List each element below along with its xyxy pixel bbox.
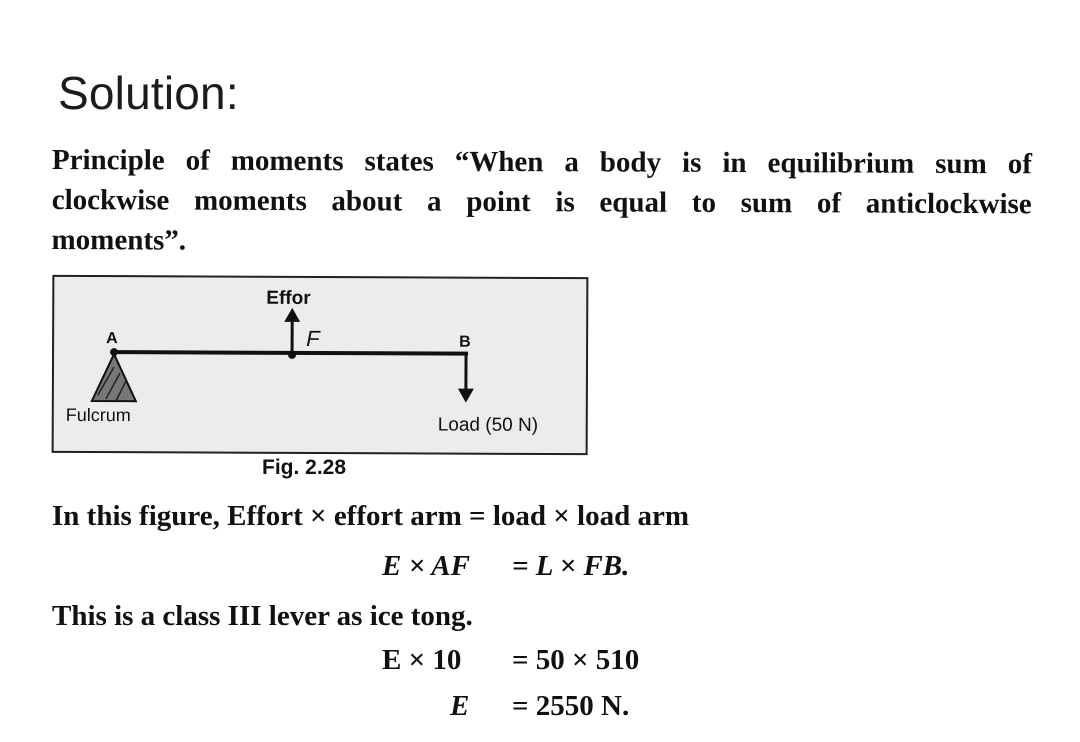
solution-heading: Solution:	[58, 67, 239, 119]
fulcrum-label: Fulcrum	[65, 404, 131, 426]
equation-2-lhs: E × 10	[382, 644, 462, 676]
point-b-label: B	[459, 333, 471, 351]
principle-line-2: clockwise moments about a point is equal to sum of anticlockwise	[51, 183, 1032, 221]
principle-line-1: Principle of moments states “When a body is in equilibrium sum of	[51, 143, 1032, 181]
equation-1-rhs: = L × FB.	[512, 550, 630, 582]
effort-label: Effor	[266, 287, 311, 309]
equation-intro: In this figure, Effort × effort arm = load × load arm	[52, 500, 690, 532]
principle-statement	[51, 140, 1032, 264]
point-a-label: A	[106, 330, 118, 348]
equation-3-lhs: E	[450, 690, 470, 722]
point-f-label: F	[306, 325, 320, 351]
lever-figure	[52, 275, 589, 455]
load-label: Load (50 N)	[437, 414, 539, 436]
fulcrum-icon	[92, 354, 136, 401]
load-arrow-icon	[458, 354, 474, 403]
lever-class-note: This is a class III lever as ice tong.	[52, 600, 473, 632]
principle-line-3: moments”.	[51, 223, 187, 257]
figure-caption: Fig. 2.28	[262, 456, 347, 479]
equation-3-rhs: = 2550 N.	[512, 690, 630, 722]
effort-arrow-icon	[284, 308, 300, 353]
equation-2-rhs: = 50 × 510	[512, 644, 640, 676]
lever-diagram	[54, 277, 587, 453]
equation-1-lhs: E × AF	[382, 550, 470, 582]
